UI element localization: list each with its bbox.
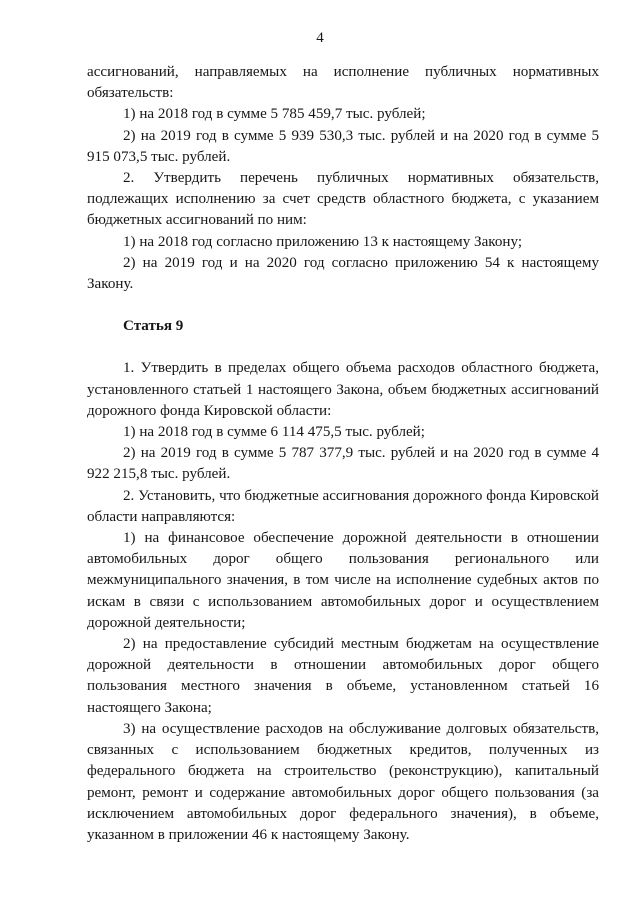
list-item-2019-2020-obligations: 2) на 2019 год в сумме 5 939 530,3 тыс. рублей и на 2020 год в сумме 5 915 073,5 тыс. рублей. xyxy=(87,127,599,165)
list-item-2019-2020-appendix: 2) на 2019 год и на 2020 год согласно приложению 54 к настоящему Закону. xyxy=(87,254,599,293)
paragraph-approve-list: 2. Утвердить перечень публичных нормативных обязательств, подлежащих исполнению за счет средств областного бюджета, с указанием бюджетных ассигнований по ним: xyxy=(87,170,599,229)
paragraph-continuation: ассигнований, направляемых на исполнение публичных нормативных обязательств: xyxy=(87,64,599,102)
article-list-item-2018: 1) на 2018 год в сумме 6 114 475,5 тыс. рублей; xyxy=(123,424,425,441)
list-item-2018-appendix: 1) на 2018 год согласно приложению 13 к настоящему Закону; xyxy=(123,233,523,250)
list-item-2018-obligations: 1) на 2018 год в сумме 5 785 459,7 тыс. рублей; xyxy=(123,106,426,123)
article-paragraph-2: 2. Установить, что бюджетные ассигнования дорожного фонда Кировской области направляются: xyxy=(87,487,599,525)
article-list-item-subsidies: 2) на предоставление субсидий местным бюджетам на осуществление дорожной деятельности в отношении автомобильных дорог общего пользования местного значения в объеме, установленном статьей 16 настоящего Закона; xyxy=(87,636,599,716)
article-list-item-2019-2020: 2) на 2019 год в сумме 5 787 377,9 тыс. рублей и на 2020 год в сумме 4 922 215,8 тыс. рублей. xyxy=(87,445,599,483)
document-body xyxy=(87,62,599,846)
article-paragraph-1: 1. Утвердить в пределах общего объема расходов областного бюджета, установленного статьей 1 настоящего Закона, объем бюджетных ассигнований дорожного фонда Кировской области: xyxy=(87,360,599,419)
article-list-item-debt-service: 3) на осуществление расходов на обслуживание долговых обязательств, связанных с использованием бюджетных кредитов, полученных из федерального бюджета на строительство (реконструкцию), капитальный ремонт, ремонт и содержание автомобильных дорог общего пользования (за исключением автомобильных дорог федерального значения), в объеме, указанном в приложении 46 к настоящему Закону. xyxy=(87,720,599,843)
page-number: 4 xyxy=(316,30,324,46)
article-heading: Статья 9 xyxy=(123,318,184,335)
article-list-item-financing: 1) на финансовое обеспечение дорожной деятельности в отношении автомобильных дорог общего пользования регионального или межмуниципального значения, в том числе на исполнение судебных актов по искам в связи с использованием автомобильных дорог и осуществлением дорожной деятельности; xyxy=(87,530,599,631)
